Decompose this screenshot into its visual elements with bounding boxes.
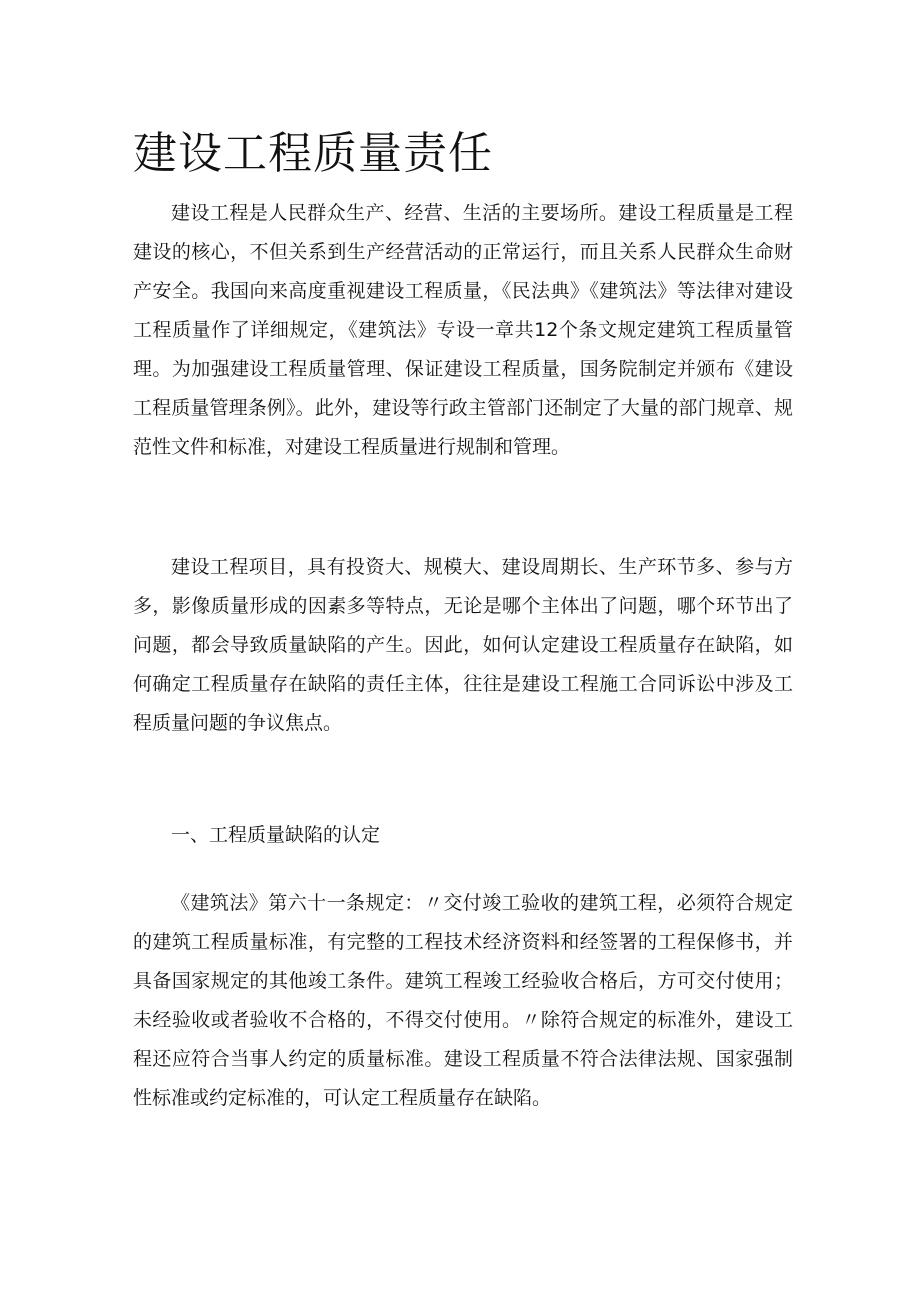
section-heading: 一、工程质量缺陷的认定: [171, 824, 381, 846]
paragraph-intro: 建设工程是人民群众生产、经营、生活的主要场所。建设工程质量是工程建设的核心，不但关系到生产经营活动的正常运行，而且关系人民群众生命财产安全。我国向来高度重视建设工程质量，《民法典》《建筑法》等法律对建设工程质量作了详细规定，《建筑法》专设一章共12个条文规定建筑工程质量管理。为加强建设工程质量管理、保证建设工程质量，国务院制定并颁布《建设工程质量管理条例》。此外，建设等行政主管部门还制定了大量的部门规章、规范性文件和标准，对建设工程质量进行规制和管理。: [133, 202, 793, 458]
paragraph-article-61: 《建筑法》第六十一条规定：〃交付竣工验收的建筑工程，必须符合规定的建筑工程质量标准，有完整的工程技术经济资料和经签署的工程保修书，并具备国家规定的其他竣工条件。建筑工程竣工经验收合格后，方可交付使用；未经验收或者验收不合格的，不得交付使用。〃除符合规定的标准外，建设工程还应符合当事人约定的质量标准。建设工程质量不符合法律法规、国家强制性标准或约定标准的，可认定工程质量存在缺陷。: [133, 892, 793, 1109]
document-title: 建设工程质量责任: [133, 128, 493, 179]
paragraph-project-features: 建设工程项目，具有投资大、规模大、建设周期长、生产环节多、参与方多，影像质量形成的因素多等特点，无论是哪个主体出了问题，哪个环节出了问题，都会导致质量缺陷的产生。因此，如何认定建设工程质量存在缺陷，如何确定工程质量存在缺陷的责任主体，往往是建设工程施工合同诉讼中涉及工程质量问题的争议焦点。: [133, 556, 793, 734]
